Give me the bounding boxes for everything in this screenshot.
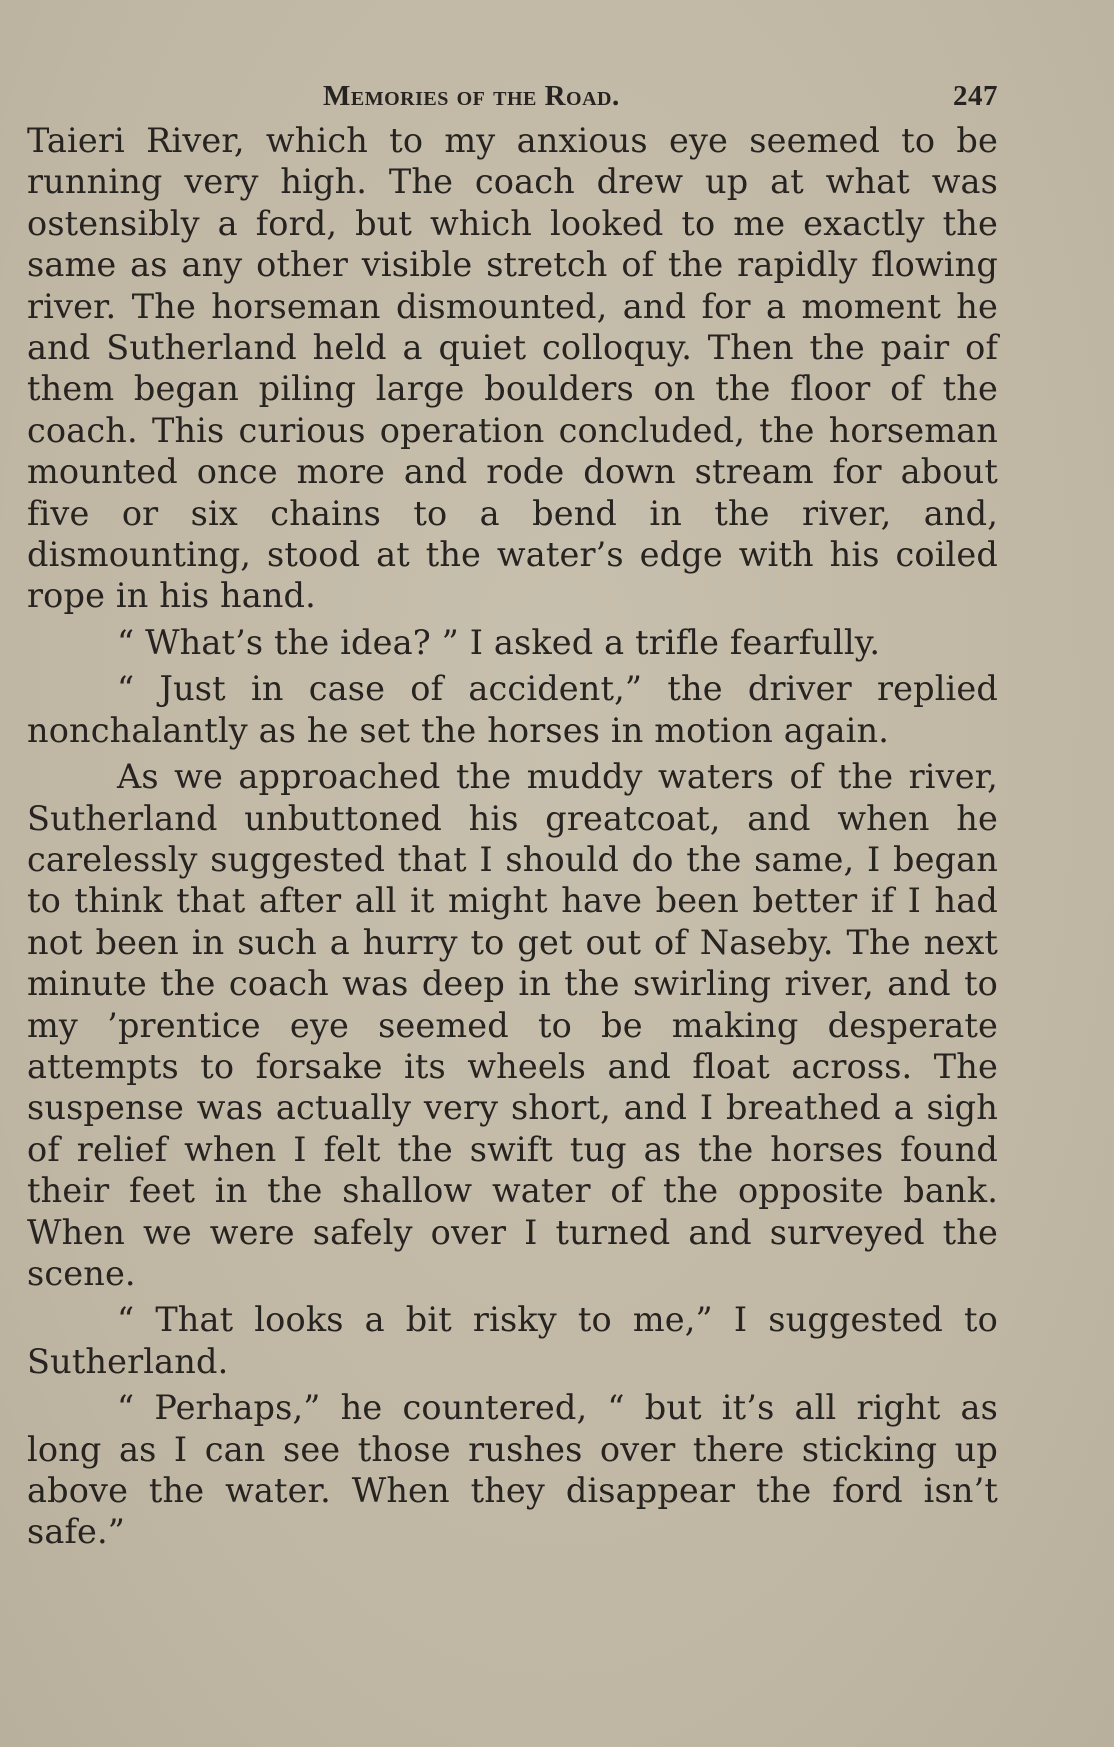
paragraph-narrative: As we approached the muddy waters of the river, Sutherland unbuttoned his greatcoat, and when he carelessly suggested that I should do the same, I began to think that after all it might have been better if I had not been in such a hurry to get out of Naseby. The next minute the coach was deep in the swirling river, and to my ’prentice eye seemed to be making desperate attempts to forsake its wheels and float across. The suspense was actually very short, and I breathed a sigh of relief when I felt the swift tug as the horses found their feet in the shallow water of the opposite bank. When we were safely over I turned and surveyed the scene. bbox=[27, 757, 998, 1293]
page-number: 247 bbox=[953, 80, 998, 112]
paragraph-dialogue: “ What’s the idea? ” I asked a trifle fearfully. bbox=[117, 622, 881, 662]
running-title: Memories of the Road. bbox=[323, 80, 620, 112]
running-head bbox=[27, 70, 998, 120]
paragraph-dialogue: “ That looks a bit risky to me,” I suggested to Sutherland. bbox=[27, 1300, 998, 1381]
paragraph-dialogue: “ Just in case of accident,” the driver replied nonchalantly as he set the horses in motion again. bbox=[27, 669, 998, 750]
paragraph-dialogue: “ Perhaps,” he countered, “ but it’s all right as long as I can see those rushes over there sticking up above the water. When they disappear the ford isn’t safe.” bbox=[27, 1388, 998, 1552]
book-page bbox=[27, 70, 998, 1710]
paragraph-continuation: Taieri River, which to my anxious eye seemed to be running very high. The coach drew up at what was ostensibly a ford, but which looked to me exactly the same as any other visible stretch of the rapidly flowing river. The horseman dismounted, and for a moment he and Sutherland held a quiet colloquy. Then the pair of them began piling large boulders on the floor of the coach. This curious operation concluded, the horseman mounted once more and rode down stream for about five or six chains to a bend in the river, and, dismounting, stood at the water’s edge with his coiled rope in his hand. bbox=[27, 121, 998, 616]
body-text bbox=[27, 120, 998, 1553]
